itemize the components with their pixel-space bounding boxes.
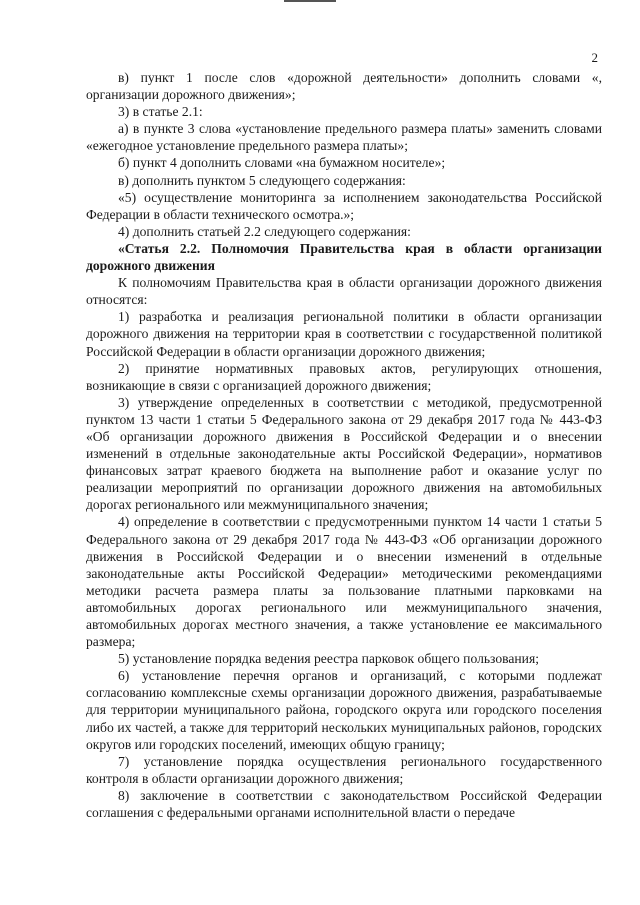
paragraph-2: 3) в статье 2.1:: [118, 104, 203, 120]
paragraph-6: «5) осуществление мониторинга за исполнением законодательства Российской Федерации в области технического осмотра.»;: [86, 189, 602, 222]
paragraph-14: 5) установление порядка ведения реестра парковок общего пользования;: [118, 651, 539, 667]
paragraph-15: 6) установление перечня органов и организаций, с которыми подлежат согласованию комплексные схемы организации дорожного движения, разрабатываемые для территории муниципального района, городского округа или городского поселения либо их частей, а также для территорий нескольких муниципальных районов, городских округов или городских поселений, имеющих общую границу;: [86, 668, 602, 752]
paragraph-7: 4) дополнить статьей 2.2 следующего содержания:: [118, 223, 411, 239]
paragraph-10: 1) разработка и реализация региональной политики в области организации дорожного движения на территории края в соответствии с государственной политикой Российской Федерации в области организации дорожного движения;: [86, 309, 602, 359]
paragraph-16: 7) установление порядка осуществления регионального государственного контроля в области организации дорожного движения;: [86, 753, 602, 786]
paragraph-12: 3) утверждение определенных в соответствии с методикой, предусмотренной пунктом 13 части 1 статьи 5 Федерального закона от 29 декабря 2017 года № 443-ФЗ «Об организации дорожного движения в Российской Федерации и о внесении изменений в отдельные законодательные акты Российской Федерации», нормативов финансовых затрат краевого бюджета на выполнение работ и оказание услуг по реализации мероприятий по организации дорожного движения на автомобильных дорогах регионального или межмуниципального значения;: [86, 394, 602, 513]
paragraph-3: а) в пункте 3 слова «установление предельного размера платы» заменить словами «ежегодное установление предельного размера платы»;: [86, 121, 602, 154]
page-number: 2: [591, 50, 598, 65]
top-edge-mark: [284, 0, 336, 2]
paragraph-4: б) пункт 4 дополнить словами «на бумажном носителе»;: [118, 155, 446, 171]
paragraph-17: 8) заключение в соответствии с законодательством Российской Федерации соглашения с федеральными органами исполнительной власти о передаче: [86, 787, 602, 821]
paragraph-1: в) пункт 1 после слов «дорожной деятельности» дополнить словами «, организации дорожного движения»;: [86, 70, 602, 103]
paragraph-5: в) дополнить пунктом 5 следующего содержания:: [118, 172, 406, 188]
article-heading: «Статья 2.2. Полномочия Правительства края в области организации дорожного движения: [86, 240, 602, 274]
paragraph-9: К полномочиям Правительства края в области организации дорожного движения относятся:: [86, 275, 602, 308]
paragraph-11: 2) принятие нормативных правовых актов, регулирующих отношения, возникающие в связи с организацией дорожного движения;: [86, 360, 602, 393]
paragraph-13: 4) определение в соответствии с предусмотренными пунктом 14 части 1 статьи 5 Федерального закона от 29 декабря 2017 года № 443-ФЗ «Об организации дорожного движения в Российской Федерации и о внесении изменений в отдельные законодательные акты Российской Федерации» методическими рекомендациями методики расчета размера платы за пользование платными парковками на автомобильных дорогах регионального или межмуниципального значения, автомобильных дорогах местного значения, а также установление ее максимального размера;: [86, 514, 602, 650]
body-text: [86, 69, 602, 821]
